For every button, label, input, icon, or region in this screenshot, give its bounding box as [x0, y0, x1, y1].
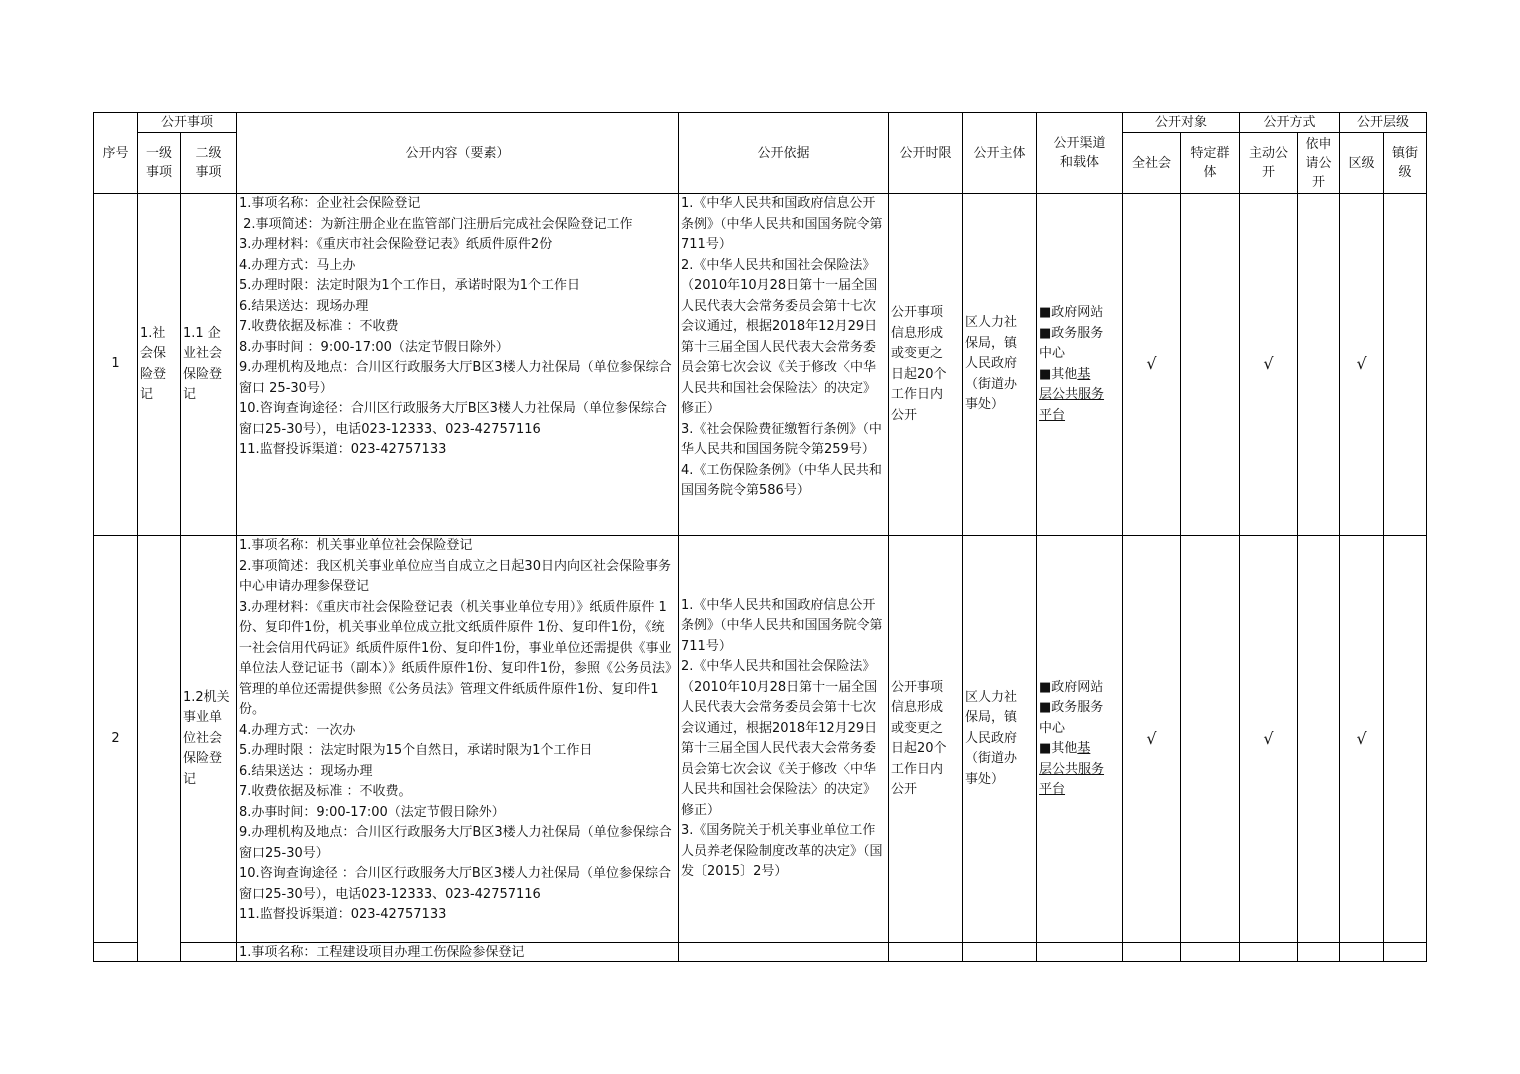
channel-other: ■其他 [1039, 366, 1078, 382]
check-specific-group [1181, 943, 1240, 962]
basis-line: 1.《中华人民共和国政府信息公开条例》（中华人民共和国国务院令第711号） [681, 597, 883, 654]
row-content [237, 194, 679, 536]
row-level2: 1.1 企 业社会 保险登 记 [181, 194, 237, 536]
header-time: 公开时限 [889, 113, 963, 194]
header-basis: 公开依据 [679, 113, 889, 194]
content-line: 8.办事时间 ：9:00-17:00（法定节假日除外） [239, 339, 509, 355]
check-town [1384, 194, 1427, 536]
content-line: 7.收费依据及标准 ：不收费。 [239, 784, 412, 799]
disclosure-table [93, 112, 1427, 962]
row-channel [1037, 536, 1123, 943]
row-basis [679, 943, 889, 962]
content-line: 8.办事时间：9:00-17:00（法定节假日除外） [239, 804, 505, 820]
content-line: 11.监督投诉渠道：023-42757133 [239, 442, 447, 457]
row-time: 公开事项 信息形成 或变更之 日起20个 工作日内 公开 [889, 194, 963, 536]
row-subject: 区人力社 保局，镇 人民政府 （街道办 事处） [963, 194, 1037, 536]
channel-other-platform: 基 层公共服务 平台 [1039, 366, 1105, 423]
table-row [94, 536, 1427, 943]
header-level-district: 区级 [1340, 133, 1384, 194]
header-channel: 公开渠道 和载体 [1037, 113, 1123, 194]
check-all-society: √ [1123, 536, 1181, 943]
check-all-society: √ [1123, 194, 1181, 536]
row-level1: 1.社 会保 险登 记 [138, 194, 181, 536]
check-apply [1298, 943, 1340, 962]
row-channel [1037, 194, 1123, 536]
row-level2: 1.2机关 事业单 位社会 保险登 记 [181, 536, 237, 943]
basis-line: 2.《中华人民共和国社会保险法》（2010年10月28日第十一届全国人民代表大会常务委员会第十七次会议通过，根据2018年12月29日第十三届全国人民代表大会常务委员会第七次会议《关于修改〈中华人民共和国社会保险法〉的决定》修正） [681, 257, 878, 416]
content-line: 1.事项名称：企业社会保险登记 [239, 196, 421, 211]
check-active: √ [1240, 194, 1298, 536]
header-method: 公开方式 [1240, 113, 1340, 133]
check-all-society [1123, 943, 1181, 962]
header-target-all: 全社会 [1123, 133, 1181, 194]
row-level1 [138, 536, 181, 962]
channel-service-center: ■政务服务 中心 [1039, 325, 1104, 361]
check-district: √ [1340, 194, 1384, 536]
header-level: 公开层级 [1340, 113, 1427, 133]
header-seq: 序号 [94, 113, 138, 194]
basis-line: 3.《国务院关于机关事业单位工作人员养老保险制度改革的决定》（国发〔2015〕2号） [681, 823, 883, 879]
row-basis [679, 194, 889, 536]
row-time [889, 943, 963, 962]
channel-other-platform: 基 层公共服务 平台 [1039, 741, 1105, 797]
header-level1: 一级 事项 [138, 133, 181, 194]
check-apply [1298, 194, 1340, 536]
header-subject: 公开主体 [963, 113, 1037, 194]
header-target: 公开对象 [1123, 113, 1240, 133]
row-seq: 2 [94, 536, 138, 943]
channel-service-center: ■政务服务 中心 [1039, 700, 1104, 736]
basis-line: 1.《中华人民共和国政府信息公开条例》（中华人民共和国国务院令第711号） [681, 196, 883, 252]
header-level-town: 镇街 级 [1384, 133, 1427, 194]
check-district [1340, 943, 1384, 962]
row-time: 公开事项 信息形成 或变更之 日起20个 工作日内 公开 [889, 536, 963, 943]
table-row [94, 943, 1427, 962]
header-matter: 公开事项 [138, 113, 237, 133]
content-line: 10.咨询查询途径 ：合川区行政服务大厅B区3楼人力社保局（单位参保综合窗口25-30号），电话023-12333、023-42757116 [239, 866, 672, 902]
content-line: 3.办理材料：《重庆市社会保险登记表（机关事业单位专用）》纸质件原件 1份、复印件1份，机关事业单位成立批文纸质件原件 1份、复印件1份，《统一社会信用代码证》纸质件原件1份、复印件1份，事业单位还需提供《事业单位法人登记证书（副本）》纸质件原件1份、复印件1份，参照《公务员法》管理的单位还需提供参照《公务员法》管理文件纸质件原件1份、复印件1份。 [239, 599, 672, 717]
channel-other: ■其他 [1039, 741, 1078, 756]
channel-website: ■政府网站 [1039, 679, 1104, 695]
content-line: 7.收费依据及标准 ：不收费 [239, 319, 399, 334]
content-line: 5.办理时限：法定时限为1个工作日，承诺时限为1个工作日 [239, 278, 580, 293]
row-seq: 1 [94, 194, 138, 536]
row-basis [679, 536, 889, 943]
content-line: 2.事项简述：我区机关事业单位应当自成立之日起30日内向区社会保险事务中心申请办理参保登记 [239, 558, 671, 594]
row-content [237, 536, 679, 943]
row-seq [94, 943, 138, 962]
basis-line: 4.《工伤保险条例》（中华人民共和国国务院令第586号） [681, 462, 882, 498]
check-specific-group [1181, 536, 1240, 943]
content-line: 2.事项简述：为新注册企业在监管部门注册后完成社会保险登记工作 [239, 216, 633, 232]
header-method-apply: 依申 请公 开 [1298, 133, 1340, 194]
content-line: 1.事项名称：机关事业单位社会保险登记 [239, 538, 473, 553]
content-line: 3.办理材料：《重庆市社会保险登记表》纸质件原件2份 [239, 237, 553, 252]
check-active [1240, 943, 1298, 962]
content-line: 10.咨询查询途径：合川区行政服务大厅B区3楼人力社保局（单位参保综合窗口25-30号），电话023-12333、023-42757116 [239, 401, 667, 437]
header-method-active: 主动公 开 [1240, 133, 1298, 194]
content-line: 6.结果送达 ：现场办理 [239, 763, 373, 779]
content-line: 11.监督投诉渠道：023-42757133 [239, 907, 447, 922]
content-line: 9.办理机构及地点：合川区行政服务大厅B区3楼人力社保局（单位参保综合窗口 25-30号） [239, 360, 672, 396]
basis-line: 2.《中华人民共和国社会保险法》（2010年10月28日第十一届全国人民代表大会常务委员会第十七次会议通过，根据2018年12月29日第十三届全国人民代表大会常务委员会第七次会议《关于修改〈中华人民共和国社会保险法〉的决定》修正） [681, 659, 878, 818]
channel-website: ■政府网站 [1039, 305, 1104, 320]
check-active: √ [1240, 536, 1298, 943]
header-target-specific: 特定群 体 [1181, 133, 1240, 194]
content-line: 4.办理方式：马上办 [239, 257, 356, 273]
check-town [1384, 943, 1427, 962]
row-channel [1037, 943, 1123, 962]
table-row [94, 194, 1427, 536]
content-line: 6.结果送达：现场办理 [239, 298, 369, 314]
content-line: 4.办理方式：一次办 [239, 722, 356, 738]
content-line: 5.办理时限 ：法定时限为15个自然日，承诺时限为1个工作日 [239, 743, 593, 758]
header-level2: 二级 事项 [181, 133, 237, 194]
content-line: 9.办理机构及地点：合川区行政服务大厅B区3楼人力社保局（单位参保综合窗口25-30号） [239, 825, 672, 861]
check-apply [1298, 536, 1340, 943]
row-content [237, 943, 679, 962]
check-specific-group [1181, 194, 1240, 536]
check-district: √ [1340, 536, 1384, 943]
basis-line: 3.《社会保险费征缴暂行条例》（中华人民共和国国务院令第259号） [681, 421, 882, 457]
row-level2 [181, 943, 237, 962]
row-subject: 区人力社 保局，镇 人民政府 （街道办 事处） [963, 536, 1037, 943]
row-subject [963, 943, 1037, 962]
check-town [1384, 536, 1427, 943]
header-content: 公开内容（要素） [237, 113, 679, 194]
content-line: 1.事项名称：工程建设项目办理工伤保险参保登记 [239, 945, 525, 960]
